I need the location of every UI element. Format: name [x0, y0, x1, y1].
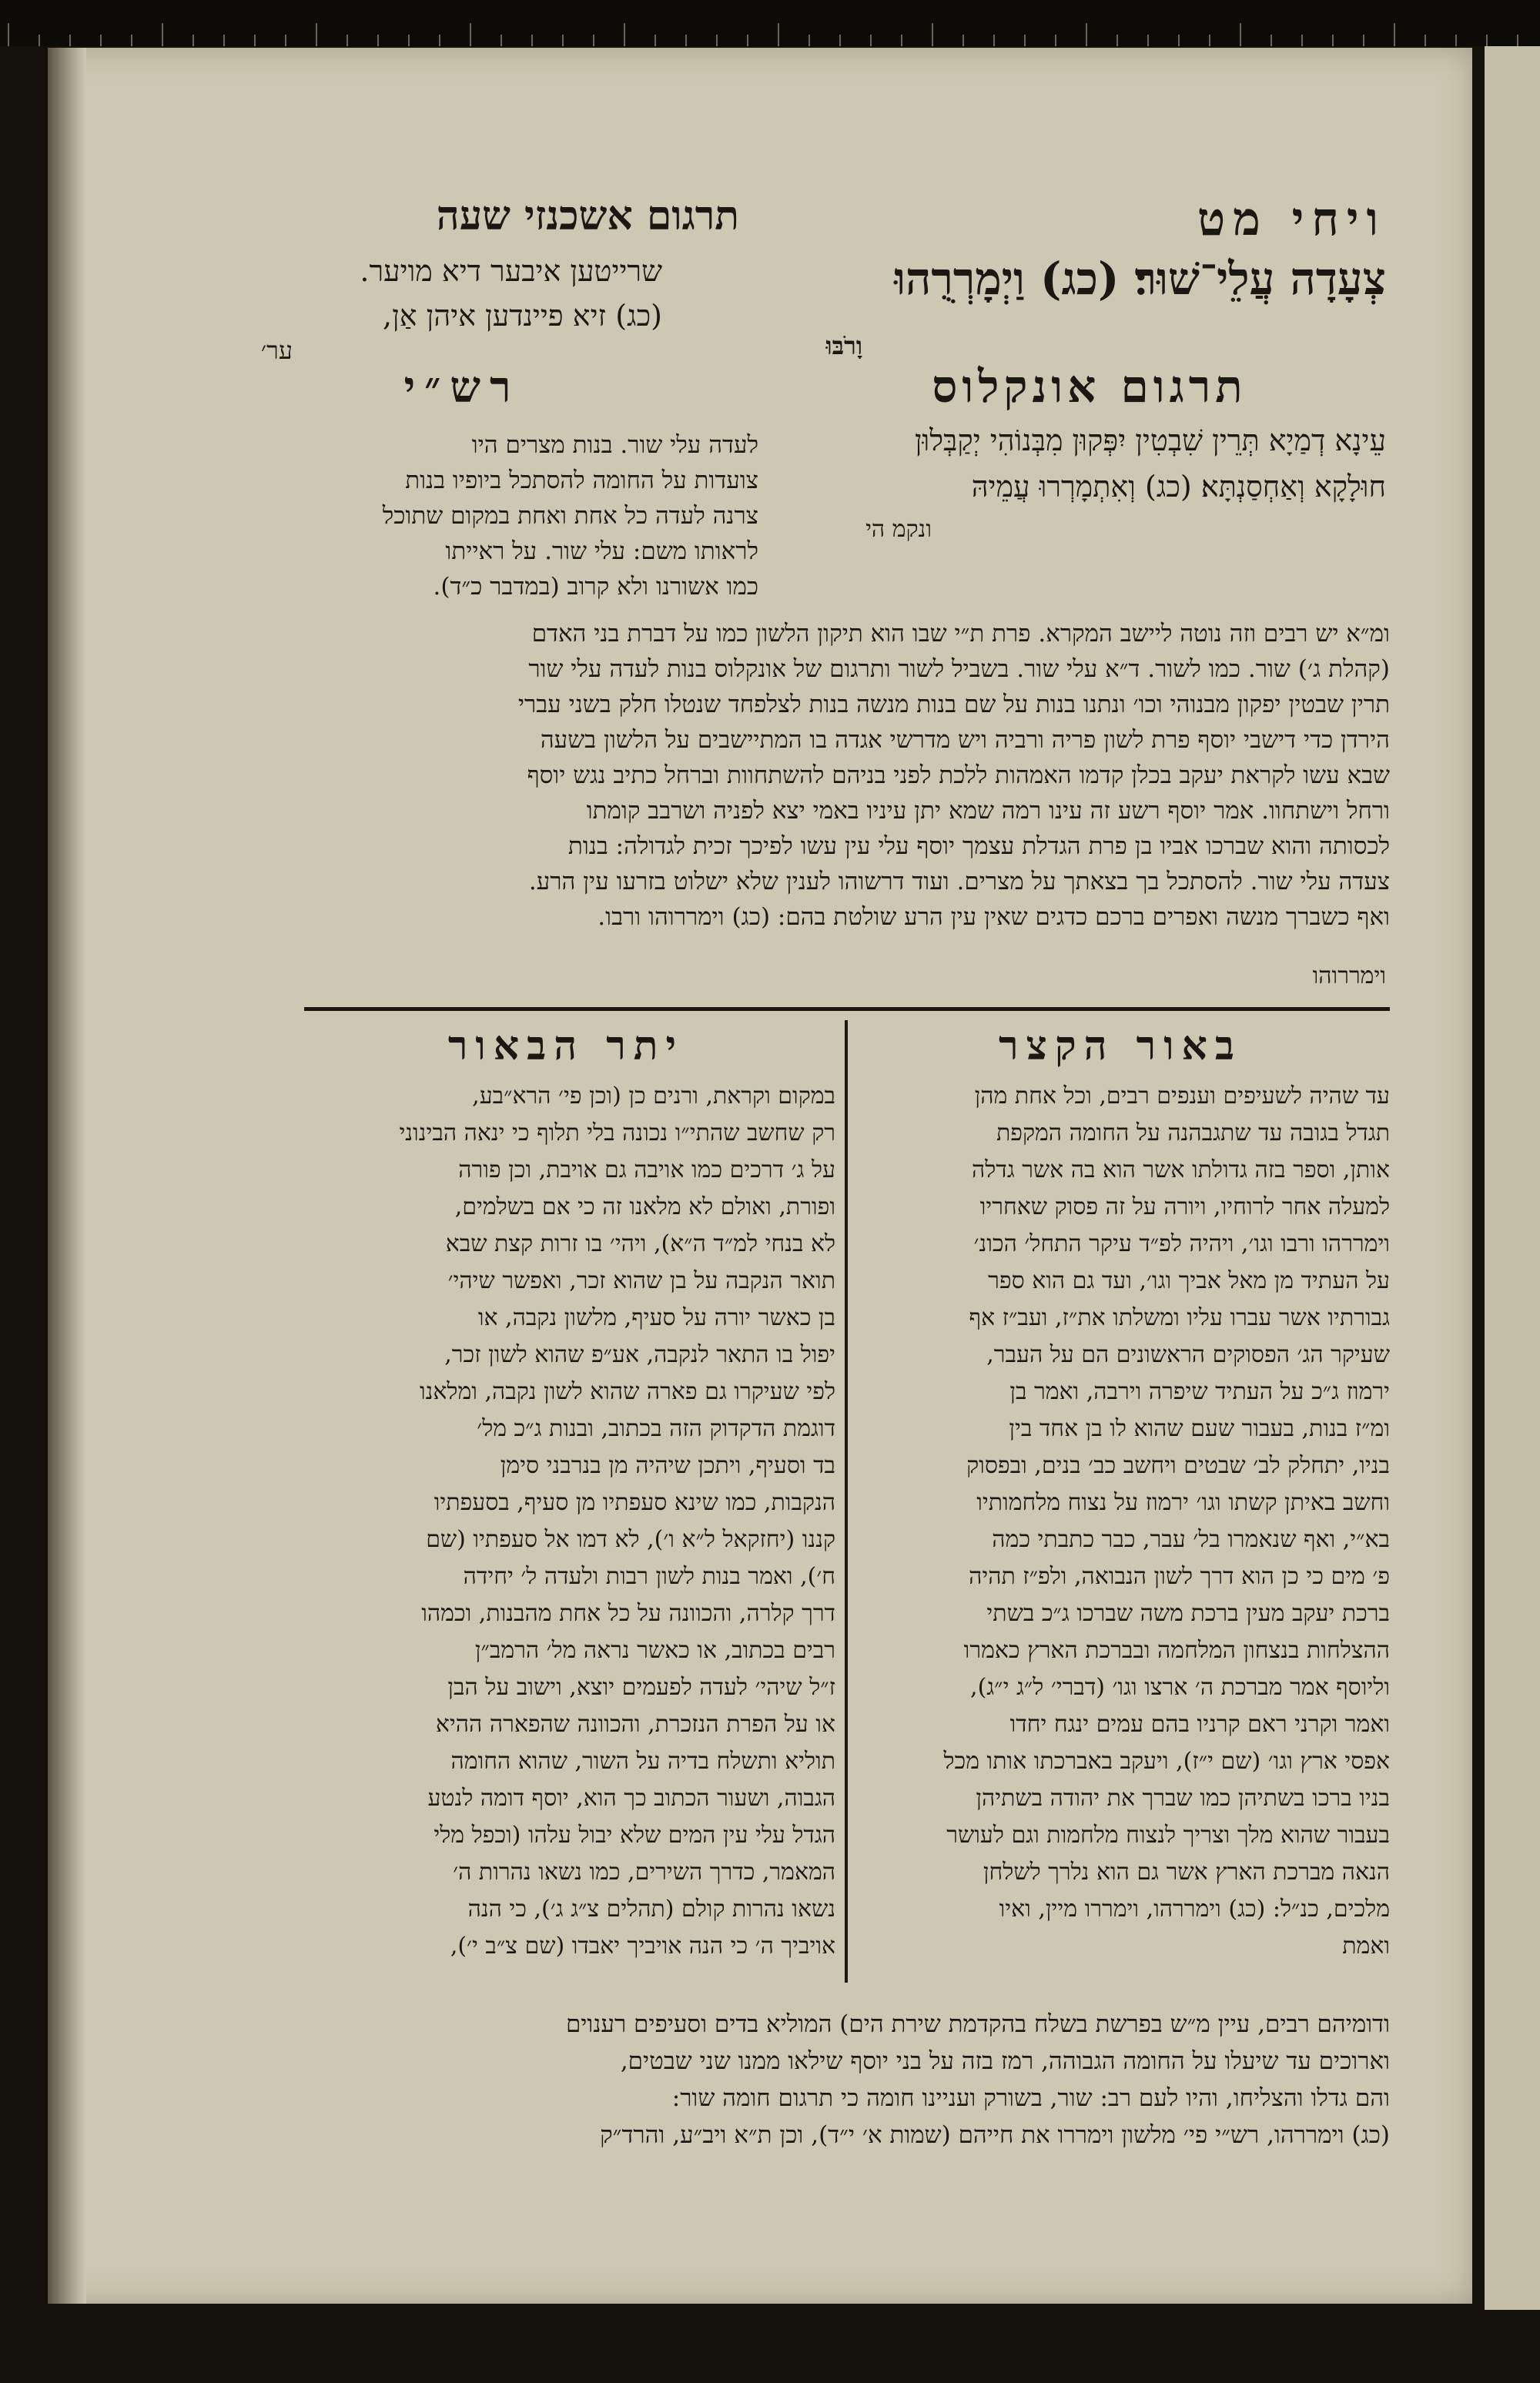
ruler-tick — [654, 35, 656, 46]
scanner-ruler — [0, 0, 1540, 46]
ruler-tick — [316, 23, 317, 46]
biur-line: ההצלחות בנצחון המלחמה ובברכת הארץ כאמרו — [963, 1637, 1390, 1664]
ruler-tick — [1424, 35, 1426, 46]
ruler-tick — [285, 35, 286, 46]
ruler-tick — [1394, 23, 1395, 46]
yeter-habiur-title: יתר הבאור — [447, 1022, 685, 1069]
ruler-tick — [531, 35, 533, 46]
ruler-tick — [624, 23, 625, 46]
ruler-tick — [254, 35, 256, 46]
ruler-tick — [1455, 35, 1457, 46]
ruler-tick — [1363, 35, 1364, 46]
ruler-tick — [1486, 35, 1488, 46]
yeter-line: הגבוה, ושעור הכתוב כך הוא, יוסף דומה לנטע — [427, 1785, 835, 1812]
rashi-top-block — [296, 427, 758, 620]
yeter-habiur-block — [300, 1078, 835, 1998]
ruler-tick — [192, 35, 194, 46]
rashi-line: צעדה עלי שור. להסתכל בך בצאתך על מצרים. ועוד דרשוהו לענין שלא ישלוט בזרעו עין הרע. — [528, 868, 1390, 895]
bottom-commentary — [300, 2006, 1390, 2191]
rashi-line: כמו אשורנו ולא קרוב (במדבר כ״ד). — [433, 573, 758, 601]
biur-line: ואמת — [1342, 1933, 1390, 1960]
ruler-tick — [1240, 23, 1241, 46]
biur-line: על העתיד מן מאל אביך וגו׳, ועד גם הוא ספר — [988, 1267, 1390, 1294]
biur-line: ומ״ז בנות, בעבור שעם שהוא לו בן אחד בין — [1009, 1415, 1390, 1442]
biur-line: ואמר וקרני ראם קרניו בהם עמים ינגח יחדו — [1009, 1711, 1390, 1738]
biur-line: עד שהיה לשעיפים וענפים רבים, וכל אחת מהן — [974, 1083, 1390, 1110]
ruler-tick — [747, 35, 748, 46]
ruler-tick — [808, 35, 810, 46]
ruler-tick — [162, 23, 163, 46]
rashi-title: רש״י — [403, 362, 521, 413]
ruler-tick — [8, 23, 9, 46]
yeter-line: במקום וקראת, ורנים כן (וכן פי׳ הרא״בע, — [472, 1083, 835, 1110]
rashi-line: שבא עשו לקראת יעקב בכלן קדמו האמהות ללכת לפני בניהם להשתחוות וברחל כתיב נגש יוסף — [527, 761, 1390, 789]
yeter-line: רבים בכתוב, או כאשר נראה מל׳ הרמב״ן — [474, 1637, 835, 1664]
biur-line: פ׳ מים כי כן הוא דרך לשון הנבואה, ולפ״ז תהיה — [969, 1563, 1390, 1590]
rashi-line: ורחל וישתחוו. אמר יוסף רשע זה עינו רמה שמא יתן עיניו באמי יצא לפניה ושרבב קומתו — [586, 797, 1390, 825]
yeter-line: דרך קלרה, והכוונה על כל אחת מהבנות, וכמהו — [421, 1600, 835, 1627]
bottom-line: ודומיהם רבים, עיין מ״ש בפרשת בשלח בהקדמת שירת הים) המוליא בדים וסעיפים רענוים — [565, 2010, 1390, 2038]
rashi-line: תרין שבטין יפקון מבנוהי וכו׳ ונתנו בנות על שם בנות מנשה בנות לצלפחד שנטלו חלק בשני עברי — [517, 691, 1390, 718]
ruler-tick — [100, 35, 102, 46]
translation-line-3: ער׳ — [260, 336, 293, 365]
biur-line: בעבור שהוא מלך וצריך לנצוח מלחמות וגם לעושר — [946, 1822, 1390, 1849]
next-page-edge — [1485, 46, 1540, 2310]
ruler-tick — [962, 35, 964, 46]
biur-line: בא״י, ואף שנאמרו בל׳ עבר, כבר כתבתי כמה — [992, 1526, 1390, 1553]
rashi-line: לכסותה והוא שברכו אביו בן פרת הגדלת עצמך יוסף עלי עין עשו לפיכך זכית לגדולה: בנות — [567, 832, 1390, 860]
biur-line: וחשב באיתן קשתו וגו׳ ירמוז על נצוח מלחמותיו — [976, 1489, 1390, 1516]
ruler-tick — [562, 35, 564, 46]
ruler-tick — [223, 35, 225, 46]
ruler-tick — [1270, 35, 1272, 46]
ruler-tick — [839, 35, 841, 46]
ruler-tick — [1055, 35, 1056, 46]
yeter-line: ז״ל שיהי׳ לעדה לפעמים יוצא, וישוב על הבן — [447, 1674, 835, 1701]
rashi-line: צרנה לעדה כל אחת ואחת במקום שתוכל — [382, 502, 758, 530]
ruler-tick — [901, 35, 902, 46]
ruler-tick — [470, 23, 471, 46]
ruler-tick — [593, 35, 594, 46]
rashi-line: ואף כשברך מנשה ואפרים ברכם כדגים שאין עין הרע שולטת בהם: (כג) וימררוהו ורבו. — [598, 903, 1390, 931]
yeter-line: הגדל עלי עין המים שלא יבול עלהו (וכפל מלי — [434, 1822, 835, 1849]
translation-header: תרגום אשכנזי שעה — [436, 192, 739, 239]
biur-line: בניו ברכו בשתיהן כמו שברך את יהודה בשתיהן — [976, 1785, 1390, 1812]
rashi-line: ומ״א יש רבים וזה נוטה ליישב המקרא. פרת ת״י שבו הוא תיקון הלשון כמו על דברת בני האדם — [531, 620, 1390, 648]
ruler-tick — [870, 35, 872, 46]
yeter-line: ופורת, ואולם לא מלאנו זה כי אם בשלמים, — [454, 1193, 835, 1220]
yeter-line: יפול בו התאר לנקבה, אע״פ שהוא לשון זכר, — [444, 1341, 835, 1368]
ruler-tick — [685, 35, 687, 46]
biur-katzar-block — [859, 1078, 1390, 1998]
ruler-tick — [1301, 35, 1303, 46]
ruler-tick — [1178, 35, 1180, 46]
rashi-trailer: וימררוהו — [1312, 962, 1386, 989]
onkelos-line-2: חוּלָקָא וְאַחְסַנְתָּא׃ (כג) וְאִתְמָרְרוּ עֲמֵיהּ — [971, 470, 1386, 504]
biur-line: וליוסף אמר מברכת ה׳ ארצו וגו׳ (דברי׳ ל״ג י״ג), — [970, 1674, 1390, 1701]
ruler-tick — [408, 35, 410, 46]
main-verse: צְעָדָה עֲלֵי־שׁוּר׃ (כג) וַיְמָרְרֻהוּ — [894, 253, 1386, 305]
biur-line: וימררהו ורבו וגו׳, ויהיה לפ״ד עיקר התחל׳ הכונ׳ — [973, 1230, 1390, 1257]
yeter-line: רק שחשב שהתי״ו נכונה בלי תלוף כי ינאה הבינוני — [399, 1120, 835, 1146]
ruler-tick — [1116, 35, 1118, 46]
rashi-line: לעדה עלי שור. בנות מצרים היו — [471, 431, 758, 459]
ruler-tick — [716, 35, 718, 46]
onkelos-line-1: עֵינָא דְמַיָא תְּרֵין שִׁבְטִין יִפְּקוּן מִבְּנוֹהִי יְקַבְּלוּן — [914, 423, 1386, 457]
onkelos-line-3: ונקמ הי — [865, 516, 932, 543]
ruler-tick — [131, 35, 132, 46]
yeter-line: נשאו נהרות קולם (תהלים צ״ג ג׳), כי הנה — [467, 1896, 835, 1923]
ruler-tick — [778, 23, 779, 46]
yeter-line: בן כאשר יורה על סעיף, מלשון נקבה, או — [477, 1304, 835, 1331]
section-divider — [304, 1007, 1390, 1011]
yeter-line: לפי שעיקרו גם פארה שהוא לשון נקבה, ומלאנו — [419, 1378, 835, 1405]
translation-line-1: שרייטען איבער דיא מויער. — [360, 254, 662, 288]
yeter-line: קננו (יחזקאל ל״א ו׳), לא דמו אל סעפתיו (שם — [426, 1526, 835, 1553]
rashi-line: (קהלת ג׳) שור. כמו לשור. ד״א עלי שור. בשביל לשור ותרגום של אונקלוס בנות לעדה עלי שור — [528, 655, 1390, 683]
translation-line-2: (כג) זיא פיינדען איהן אַן, — [383, 299, 662, 333]
biur-line: למעלה אחר לרוחיו, ויורה על זה פסוק שאחריו — [979, 1193, 1390, 1220]
ruler-tick — [1517, 35, 1518, 46]
yeter-line: המאמר, כדרך השירים, כמו נשאו נהרות ה׳ — [453, 1859, 835, 1886]
ruler-tick — [377, 35, 379, 46]
biur-line: אפסי ארץ וגו׳ (שם י״ז), ויעקב באברכתו אותו מכל — [943, 1748, 1390, 1775]
ruler-tick — [932, 23, 933, 46]
biur-line: אותן, וספר בזה גדולתו אשר הוא בה אשר גדלה — [972, 1156, 1390, 1183]
yeter-line: לא בנחי למ״ד ה״א), ויהי׳ בו זרות קצת שבא — [445, 1230, 835, 1257]
ruler-tick — [69, 35, 71, 46]
biur-line: בניו, יתחלק לב׳ שבטים ויחשב כב׳ בנים, ובפסוק — [966, 1452, 1390, 1479]
bottom-line: וארוכים עד שיעלו על החומה הגבוהה, רמז בזה על בני יוסף שילאו ממנו שני שבטים, — [620, 2047, 1390, 2075]
ruler-tick — [38, 35, 40, 46]
rashi-full-block — [296, 616, 1390, 986]
yeter-line: ח׳), ואמר בנות לשון רבות ולעדה ל׳ יחידה — [463, 1563, 835, 1590]
ruler-tick — [439, 35, 440, 46]
yeter-line: תואר הנקבה על בן שהוא זכר, ואפשר שיהי׳ — [447, 1267, 835, 1294]
page-gutter — [48, 48, 86, 2304]
yeter-line: בד וסעיף, ויתכן שיהיה מן בנרבני סימן — [500, 1452, 835, 1479]
biur-line: ברכת יעקב מעין ברכת משה שברכו ג״כ בשתי — [986, 1600, 1390, 1627]
column-divider — [845, 1020, 848, 1983]
ruler-tick — [1209, 35, 1210, 46]
bottom-line: והם גדלו והצליחו, והיו לעם רב: שור, בשורק ועניינו חומה כי תרגום חומה שור: — [671, 2084, 1390, 2112]
biur-line: גבורתיו אשר עברו עליו ומשלתו את״ז, ועב״ז אף — [969, 1304, 1390, 1331]
ruler-tick — [500, 35, 502, 46]
biur-katzar-title: באור הקצר — [999, 1022, 1242, 1069]
rashi-line: לראותו משם: עלי שור. על ראייתו — [445, 537, 758, 565]
ruler-tick — [993, 35, 995, 46]
rashi-line: צועדות על החומה להסתכל ביופיו בנות — [405, 467, 758, 494]
ruler-tick — [1024, 35, 1026, 46]
ruler-tick — [1147, 35, 1149, 46]
main-verse-continue: וָרֹבּוּ — [825, 331, 862, 360]
rashi-line: הירדן כדי דישבי יוסף פרת לשון פריה ורביה ויש מדרשי אגדה בו המתיישבים על הלשון בשעה — [540, 726, 1390, 754]
biur-line: תגדל בגובה עד שתגבהנה על החומה המקפת — [996, 1120, 1390, 1146]
yeter-line: הנקבות, כמו שינא סעפתיו מן סעיף, בסעפתיו — [434, 1489, 835, 1516]
ruler-tick — [1086, 23, 1087, 46]
parasha-header: ויחי מט — [1197, 192, 1386, 246]
ruler-tick — [1332, 35, 1334, 46]
yeter-line: או על הפרת הנזכרת, והכוונה שהפארה ההיא — [435, 1711, 835, 1738]
biur-line: ירמוז ג״כ על העתיד שיפרה וירבה, ואמר בן — [1009, 1378, 1390, 1405]
biur-line: שעיקר הג׳ הפסוקים הראשונים הם על העבר, — [986, 1341, 1390, 1368]
ruler-tick — [346, 35, 348, 46]
bottom-line: (כג) וימררהו, רש״י פי׳ מלשון וימררו את חייהם (שמות א׳ י״ד), וכן ת״א ויב״ע, והרד״ק — [600, 2121, 1390, 2149]
yeter-line: דוגמת הדקדוק הזה בכתוב, ובנות ג״כ מל׳ — [477, 1415, 835, 1442]
yeter-line: תוליא ותשלח בדיה על השור, שהוא החומה — [450, 1748, 835, 1775]
biur-line: מלכים, כנ״ל: (כג) וימררהו, וימררו מיין, ואיו — [999, 1896, 1390, 1923]
biur-line: הנאה מברכת הארץ אשר גם הוא נלרך לשלחן — [983, 1859, 1390, 1886]
onkelos-title: תרגום אונקלוס — [932, 360, 1247, 413]
yeter-line: אויביך ה׳ כי הנה אויביך יאבדו (שם צ״ב י׳), — [450, 1933, 835, 1960]
yeter-line: על ג׳ דרכים כמו אויבה גם אויבת, וכן פורה — [458, 1156, 835, 1183]
